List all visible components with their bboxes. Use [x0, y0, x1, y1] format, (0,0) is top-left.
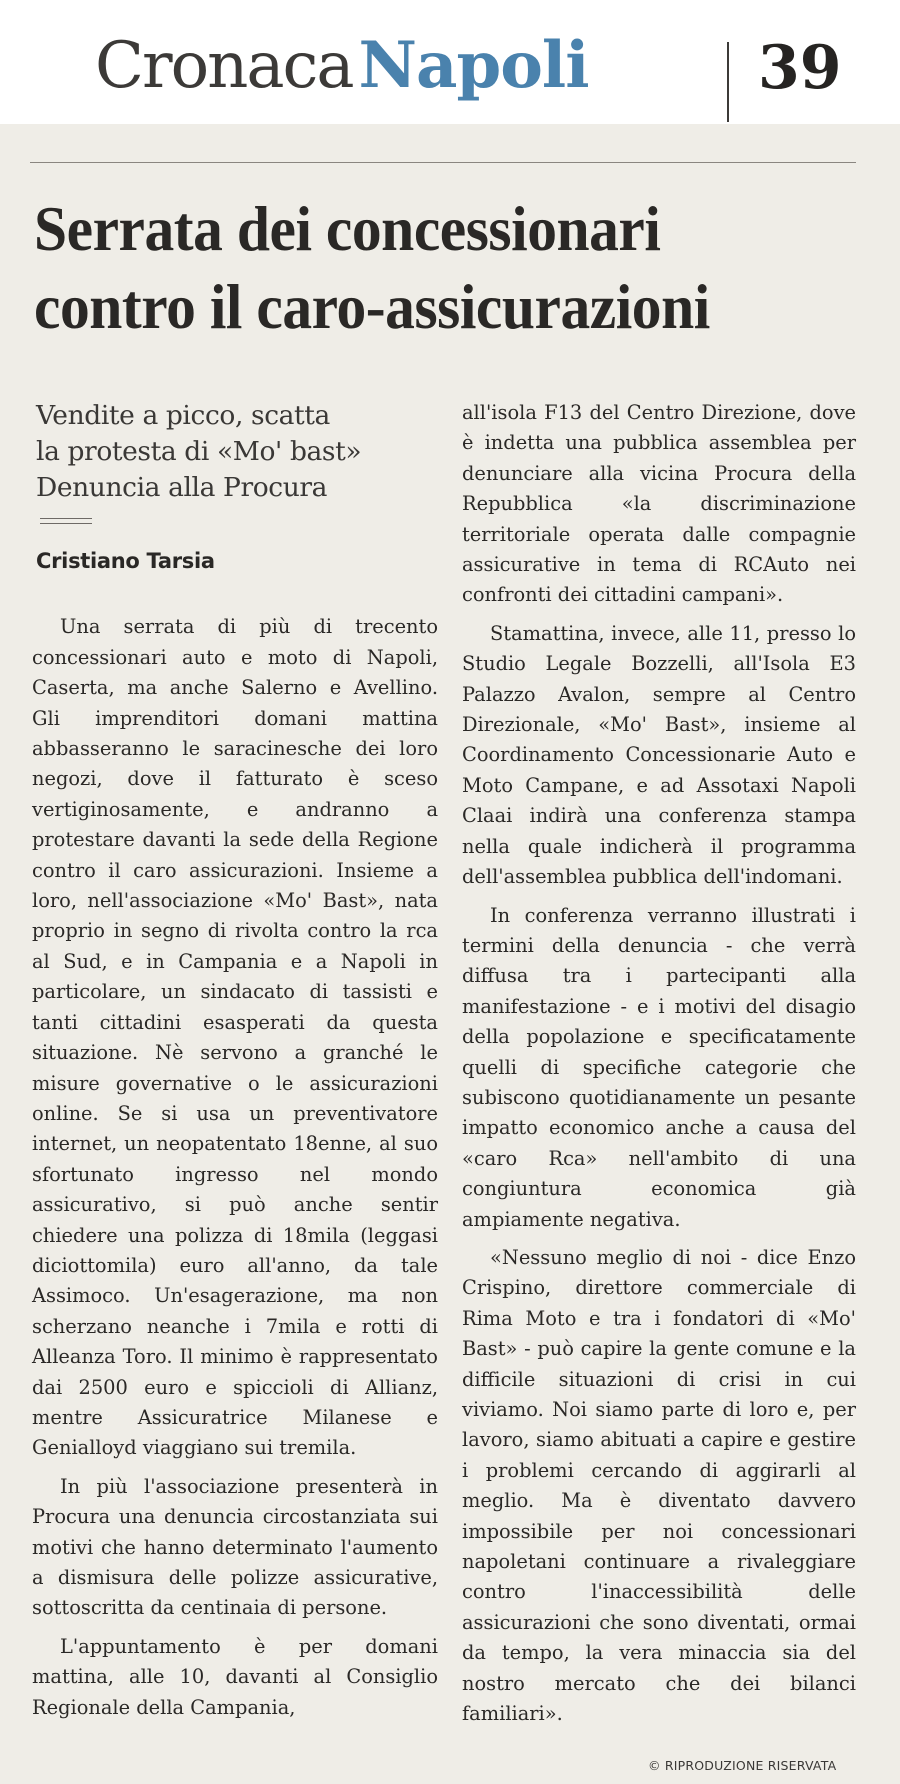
section-name-word2: Napoli: [358, 28, 589, 103]
page-number: 39: [758, 33, 842, 103]
subheadline-rule: [40, 518, 92, 524]
paragraph-5: Stamattina, invece, alle 11, presso lo Studio Legale Bozzelli, all'Isola E3 Palazzo Avalon, sempre al Centro Direzionale, «Mo' Bast», insieme al Coordinamento Concessionarie Auto e Moto Campane, e ad Assotaxi Napoli Claai indirà una conferenza stampa nella quale indicherà il programma dell'assemblea pubblica dell'indomani.: [462, 621, 856, 889]
headline-line-1: Serrata dei concessionari: [34, 193, 661, 264]
paragraph-7: «Nessuno meglio di noi - dice Enzo Crispino, direttore commerciale di Rima Moto e tra i fondatori di «Mo' Bast» - può capire la gente comune e la difficile situazioni di crisi in cui viviamo. Noi siamo parte di loro e, per lavoro, siamo abituati a capire e gestire i problemi cercando di aggirarli al meglio. Ma è diventato davvero impossibile per noi concessionari napoletani continuare a rivaleggiare contro l'inaccessibilità delle assicurazioni che sono diventati, ormai da tempo, la vera minaccia sia del nostro mercato che dei bilanci familiari».: [462, 1245, 856, 1726]
subheadline: [36, 398, 438, 524]
section-name-word1: Cronaca: [95, 29, 353, 103]
paragraph-1: Una serrata di più di trecento concessionari auto e moto di Napoli, Caserta, ma anche Salerno e Avellino. Gli imprenditori domani mattina abbasseranno le saracinesche dei loro negozi, dove il fatturato è sceso vertiginosamente, e andranno a protestare davanti la sede della Regione contro il caro assicurazioni. Insieme a loro, nell'associazione «Mo' Bast», nata proprio in segno di rivolta contro la rca al Sud, e in Campania e a Napoli in particolare, un sindacato di tassisti e tanti cittadini esasperati da questa situazione. Nè servono a granché le misure governative o le assicurazioni online. Se si usa un preventivatore internet, un neopatentato 18enne, al suo sfortunato ingresso nel mondo assicurativo, si può anche sentir chiedere una polizza di 18mila (leggasi diciottomila) euro all'anno, da tale Assimoco. Un'esagerazione, ma non scherzano neanche i 7mila e rotti di Alleanza Toro. Il minimo è rappresentato dai 2500 euro e spiccioli di Allianz, mentre Assicuratrice Milanese e Genialloyd viaggiano sui tremila.: [32, 615, 438, 1460]
subheadline-line-2: la protesta di «Mo' bast»: [36, 436, 362, 467]
byline: Cristiano Tarsia: [36, 549, 215, 573]
top-rule: [30, 162, 856, 163]
paragraph-4: all'isola F13 del Centro Direzione, dove è indetta una pubblica assemblea per denunciare alla vicina Procura della Repubblica «la discriminazione territoriale operata dalle compagnie assicurative in tema di RCAuto nei confronti dei cittadini campani».: [462, 401, 856, 607]
paragraph-2: In più l'associazione presenterà in Procura una denuncia circostanziata sui motivi che hanno determinato l'aumento a dismisura delle polizze assicurative, sottoscritta da centinaia di persone.: [32, 1474, 438, 1620]
subheadline-line-1: Vendite a picco, scatta: [36, 400, 330, 431]
headline-line-2: contro il caro-assicurazioni: [34, 271, 710, 342]
subheadline-line-3: Denuncia alla Procura: [36, 472, 328, 503]
article-column-right: [462, 398, 856, 1729]
paragraph-3: L'appuntamento è per domani mattina, alle 10, davanti al Consiglio Regionale della Campania,: [32, 1634, 438, 1719]
masthead-divider: [727, 42, 729, 122]
paragraph-6: In conferenza verranno illustrati i termini della denuncia - che verrà diffusa tra i partecipanti alla manifestazione - e i motivi del disagio della popolazione e specificatamente quelli di specifiche categorie che subiscono quotidianamente un pesante impatto economico anche a causa del «caro Rca» nell'ambito di una congiuntura economica già ampiamente negativa.: [462, 903, 856, 1231]
article-column-left: [32, 398, 438, 1723]
copyright-notice: © RIPRODUZIONE RISERVATA: [648, 1758, 837, 1773]
masthead: [0, 0, 900, 124]
headline: [34, 190, 815, 346]
section-name: [95, 28, 589, 103]
